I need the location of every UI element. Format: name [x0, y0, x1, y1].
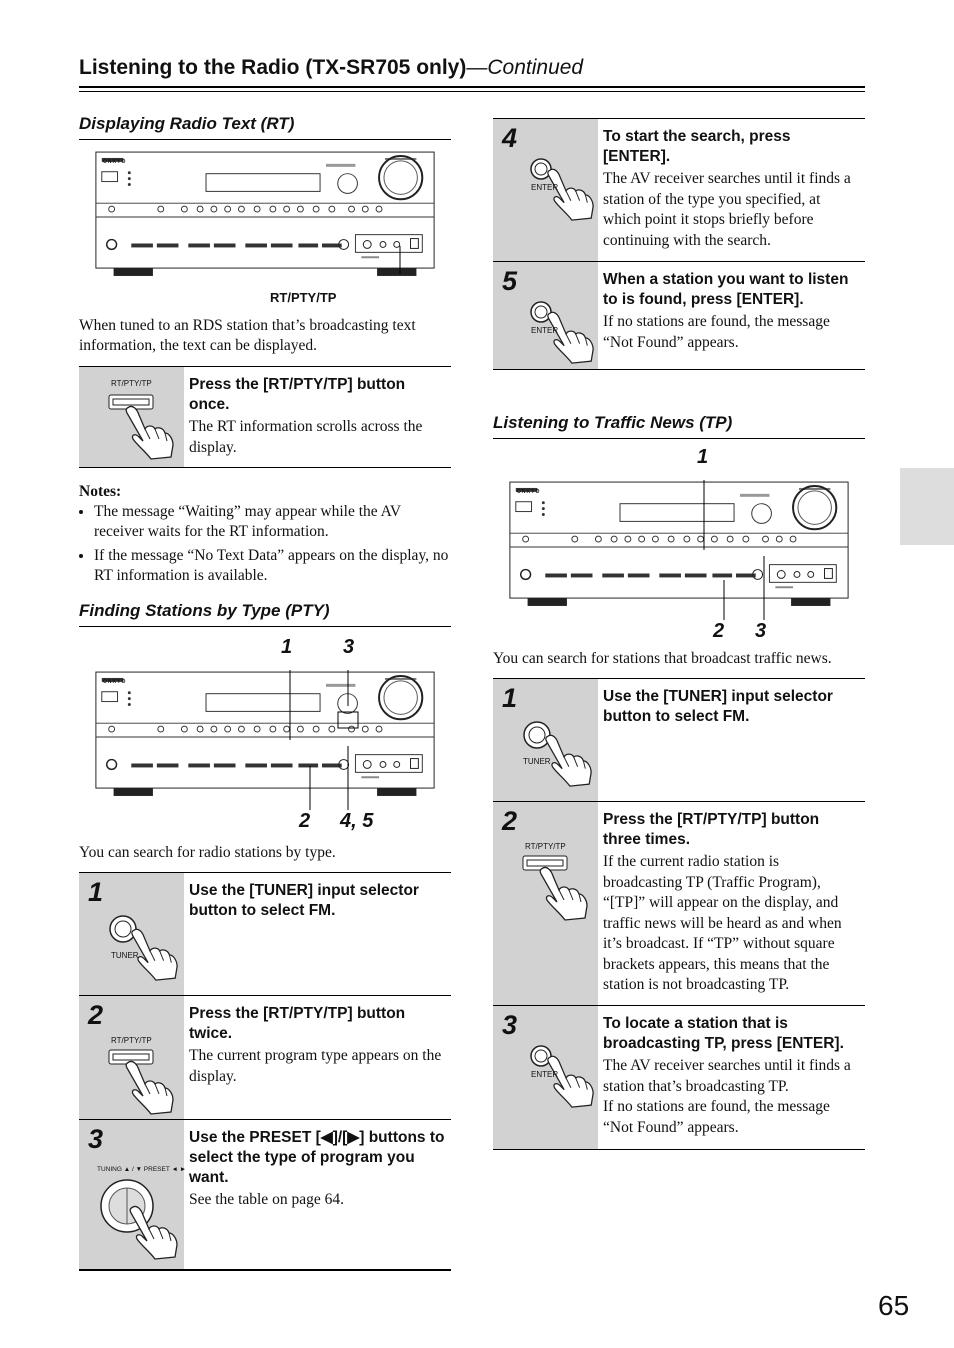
tp-step-2	[493, 802, 865, 1004]
page-header	[79, 56, 865, 80]
receiver-brand-logo: ONKYO	[103, 159, 127, 165]
pty-steps-left	[79, 872, 451, 1271]
step-number: 3	[88, 1124, 104, 1154]
tp-callout-2: 2	[713, 620, 725, 642]
rt-step-instruction: Press the [RT/PTY/TP] button once.	[189, 376, 406, 413]
note-item: • If the message “No Text Data” appears on the display, no RT information is available.	[94, 546, 451, 586]
step-instruction: Press the [RT/PTY/TP] button three times.	[603, 811, 820, 848]
step-instruction: When a station you want to listen to is found, press [ENTER].	[603, 271, 849, 308]
step-description: The AV receiver searches until it finds a station of the type you specified, at which point it stops briefly before continuing with the search.	[603, 170, 851, 249]
pty-section-title: Finding Stations by Type (PTY)	[79, 601, 330, 620]
rt-pty-tp-icon-label: RT/PTY/TP	[525, 842, 566, 851]
step-description: If the current radio station is broadcasting TP (Traffic Program), “[TP]” will appear on the display, and traffic news will be heard as and when it’s broadcast. If “TP” without square brackets appears, this means that the station is not broadcasting TP.	[603, 853, 842, 993]
receiver-brand-logo: ONKYO	[517, 489, 541, 495]
step-instruction: To start the search, press [ENTER].	[603, 128, 791, 165]
rt-pty-tp-button-icon	[519, 852, 593, 924]
enter-icon-label: ENTER	[531, 326, 559, 335]
tuner-icon-label: TUNER	[523, 757, 551, 766]
enter-icon-label: ENTER	[531, 1070, 559, 1079]
tp-callout-1: 1	[697, 446, 709, 468]
pty-callout-3: 3	[343, 636, 355, 658]
pty-callout-1: 1	[281, 636, 293, 658]
pty-step-3	[79, 1120, 451, 1268]
preset-dial-icon	[97, 1176, 181, 1264]
pty-callout-2: 2	[299, 810, 311, 832]
page-title	[79, 56, 865, 80]
tuner-button-icon	[521, 719, 595, 793]
step-instruction: To locate a station that is broadcasting TP, press [ENTER].	[603, 1015, 844, 1052]
header-rule-top	[79, 86, 865, 88]
header-rule-bottom	[79, 91, 865, 92]
rt-callout-label: RT/PTY/TP	[270, 290, 337, 305]
enter-icon-label: ENTER	[531, 183, 559, 192]
step-instruction: Use the [TUNER] input selector button to select FM.	[603, 688, 833, 725]
tp-title-rule	[493, 438, 865, 439]
pty-step-5	[493, 262, 865, 369]
pty-callout-4-5: 4, 5	[340, 810, 374, 832]
tp-steps	[493, 678, 865, 1150]
tp-step-1	[493, 679, 865, 801]
page-number: 65	[878, 1290, 910, 1321]
step-number: 1	[88, 877, 104, 907]
note-item: • The message “Waiting” may appear while the AV receiver waits for the RT information.	[94, 502, 451, 542]
pty-intro: You can search for radio stations by type.	[79, 844, 336, 861]
step-number: 2	[502, 806, 518, 836]
step-number: 3	[502, 1010, 518, 1040]
receiver-illustration-tp	[504, 480, 854, 620]
notes-title: Notes:	[79, 483, 122, 500]
rt-title-rule	[79, 139, 451, 140]
rt-step-description: The RT information scrolls across the display.	[189, 418, 423, 456]
step-instruction: Use the PRESET [◀]/[▶] buttons to select the type of program you want.	[189, 1129, 445, 1186]
rt-pty-tp-button-icon	[105, 1046, 179, 1118]
pty-steps-right	[493, 118, 865, 370]
step-description: The AV receiver searches until it finds a station that’s broadcasting TP.	[603, 1057, 851, 1095]
step-description-2: If no stations are found, the message “Not Found” appears.	[603, 1098, 830, 1136]
preset-icon-label: TUNING ▲ / ▼ PRESET ◄ ►	[97, 1166, 187, 1173]
receiver-brand-logo: ONKYO	[103, 679, 127, 685]
tuner-button-icon	[107, 913, 181, 987]
tp-section-title: Listening to Traffic News (TP)	[493, 413, 733, 432]
step-description: If no stations are found, the message “Not Found” appears.	[603, 313, 830, 351]
receiver-illustration-pty	[90, 670, 440, 810]
step-description: See the table on page 64.	[189, 1191, 344, 1208]
rt-pty-tp-button-icon	[105, 391, 177, 463]
rt-notes	[79, 482, 451, 590]
side-thumb-tab	[900, 468, 954, 545]
tp-step-3	[493, 1006, 865, 1149]
tuner-icon-label: TUNER	[111, 951, 139, 960]
pty-title-rule	[79, 626, 451, 627]
rt-step-picture	[79, 367, 184, 467]
step-instruction: Press the [RT/PTY/TP] button twice.	[189, 1005, 406, 1042]
pty-step-2	[79, 996, 451, 1119]
step-instruction: Use the [TUNER] input selector button to select FM.	[189, 882, 419, 919]
page-title-text: Listening to the Radio (TX-SR705 only)	[79, 56, 467, 79]
page-title-continued: —Continued	[466, 56, 584, 79]
step-number: 2	[88, 1000, 104, 1030]
step-description: The current program type appears on the display.	[189, 1047, 442, 1085]
step-number: 5	[502, 266, 518, 296]
step-number: 4	[502, 123, 518, 153]
rt-step-box	[79, 366, 451, 468]
receiver-illustration-rt	[90, 150, 440, 278]
tp-callout-3: 3	[755, 620, 767, 642]
rt-section-title: Displaying Radio Text (RT)	[79, 114, 295, 133]
rt-pty-tp-icon-label: RT/PTY/TP	[111, 379, 152, 388]
rt-intro: When tuned to an RDS station that’s broadcasting text information, the text can be displayed.	[79, 317, 416, 354]
step-number: 1	[502, 683, 518, 713]
pty-step-1	[79, 873, 451, 995]
rt-pty-tp-icon-label: RT/PTY/TP	[111, 1036, 152, 1045]
tp-intro: You can search for stations that broadcast traffic news.	[493, 650, 832, 667]
pty-step-4	[493, 119, 865, 261]
